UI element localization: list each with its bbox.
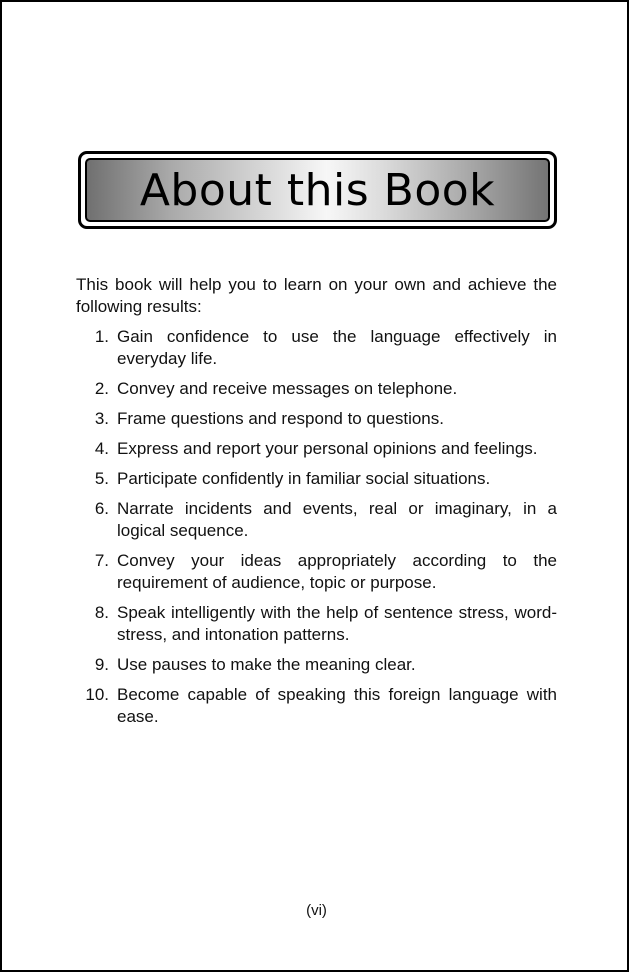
- list-item: [76, 654, 557, 676]
- title-banner: [78, 151, 557, 229]
- list-item: [76, 550, 557, 594]
- list-item: [76, 438, 557, 460]
- list-number: 9.: [94, 655, 109, 674]
- content: [76, 274, 557, 736]
- list-text: Gain confidence to use the language effectively in everyday life.: [117, 327, 557, 368]
- intro-paragraph: This book will help you to learn on your own and achieve the following results:: [76, 275, 557, 316]
- list-number: 10.: [85, 685, 109, 704]
- list-number: 3.: [94, 409, 109, 428]
- list-text: Frame questions and respond to questions.: [117, 409, 444, 428]
- list-item: [76, 326, 557, 370]
- list-item: [76, 498, 557, 542]
- list-number: 7.: [94, 551, 109, 570]
- list-text: Become capable of speaking this foreign language with ease.: [117, 685, 557, 726]
- list-number: 2.: [94, 379, 109, 398]
- list-text: Use pauses to make the meaning clear.: [117, 655, 416, 674]
- list-text: Convey and receive messages on telephone.: [117, 379, 458, 398]
- list-number: 4.: [94, 439, 109, 458]
- list-item: [76, 684, 557, 728]
- list-number: 8.: [94, 603, 109, 622]
- list-text: Convey your ideas appropriately according to the requirement of audience, topic or purpose.: [117, 551, 557, 592]
- page-number: (vi): [306, 902, 327, 919]
- list-item: [76, 378, 557, 400]
- list-item: [76, 408, 557, 430]
- list-number: 1.: [94, 327, 109, 346]
- list-number: 6.: [94, 499, 109, 518]
- list-number: 5.: [94, 469, 109, 488]
- list-item: [76, 468, 557, 490]
- list-text: Participate confidently in familiar social situations.: [117, 469, 491, 488]
- list-text: Express and report your personal opinions and feelings.: [117, 439, 538, 458]
- list-text: Narrate incidents and events, real or imaginary, in a logical sequence.: [117, 499, 557, 540]
- list-text: Speak intelligently with the help of sentence stress, word-stress, and intonation patterns.: [117, 603, 557, 644]
- page-title: About this Book: [139, 165, 496, 216]
- title-banner-inner: [85, 158, 550, 222]
- results-list: [76, 326, 557, 728]
- list-item: [76, 602, 557, 646]
